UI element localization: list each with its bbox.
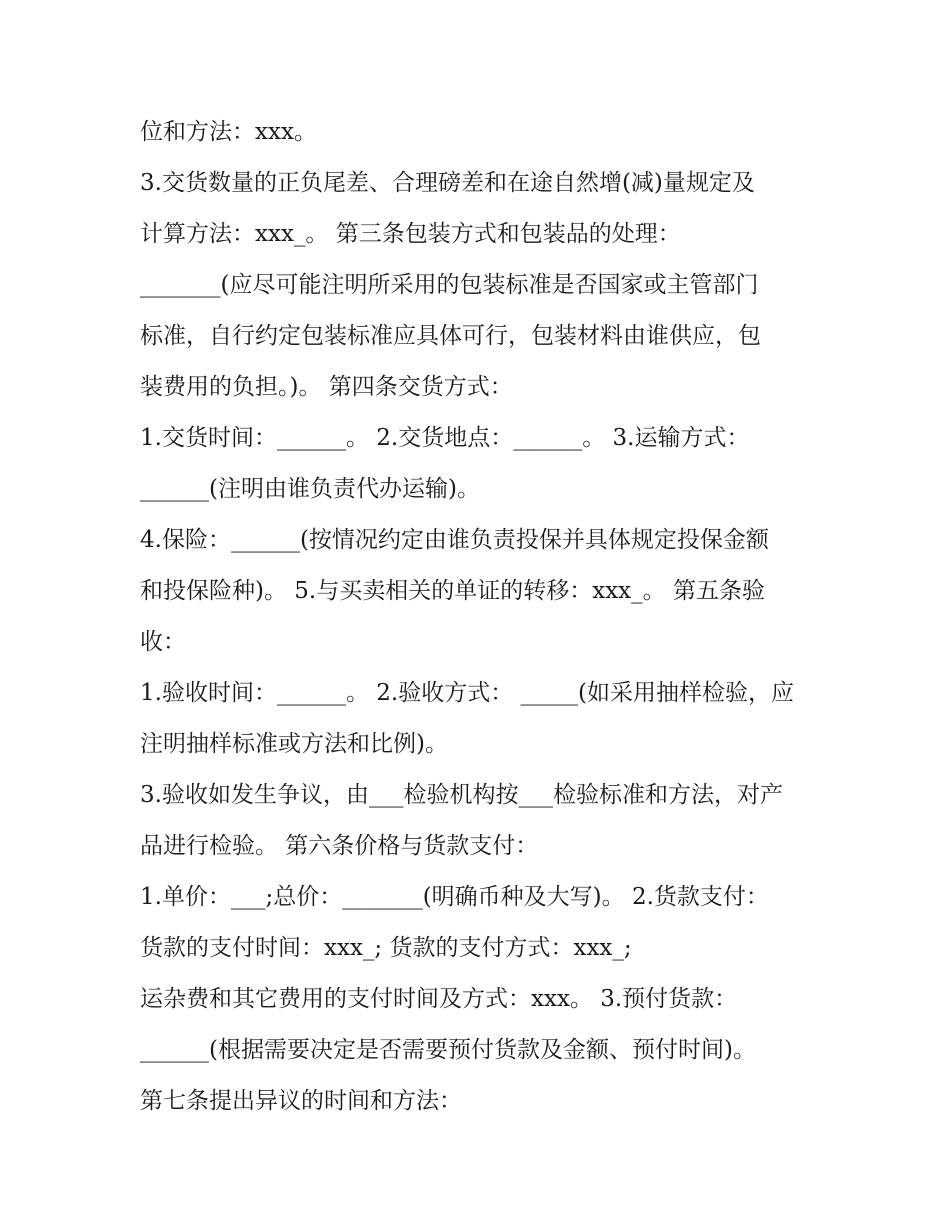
text-line: 标准，自行约定包装标准应具体可行，包装材料由谁供应，包: [140, 323, 761, 349]
text-line: _______(应尽可能注明所采用的包装标准是否国家或主管部门: [140, 272, 759, 298]
text-line: 装费用的负担。)。 第四条交货方式：: [140, 374, 513, 400]
text-line: 收：: [140, 629, 186, 655]
document-body: [140, 107, 820, 1127]
text-line: 计算方法：xxx_。 第三条包装方式和包装品的处理：: [140, 221, 681, 247]
text-line: 1.单价：___;总价：_______(明确币种及大写)。 2.货款支付：: [140, 884, 769, 910]
text-line: 位和方法：xxx。: [140, 119, 317, 145]
text-line: ______(注明由谁负责代办运输)。: [140, 476, 480, 502]
text-line: ______(根据需要决定是否需要预付货款及金额、预付时间)。: [140, 1037, 756, 1063]
text-line: 1.交货时间：______。 2.交货地点：______。 3.运输方式：: [140, 425, 750, 451]
text-line: 3.交货数量的正负尾差、合理磅差和在途自然增(减)量规定及: [140, 170, 755, 196]
text-line: 4.保险：______(按情况约定由谁负责投保并具体规定投保金额: [140, 527, 769, 553]
text-line: 3.验收如发生争议，由___检验机构按___检验标准和方法，对产: [140, 782, 783, 808]
text-line: 1.验收时间：______。 2.验收方式： _____(如采用抽样检验，应: [140, 680, 794, 706]
text-line: 品进行检验。 第六条价格与货款支付：: [140, 833, 539, 859]
text-line: 第七条提出异议的时间和方法：: [140, 1088, 462, 1114]
text-line: 运杂费和其它费用的支付时间及方式：xxx。 3.预付货款：: [140, 986, 738, 1012]
text-line: 货款的支付时间：xxx_; 货款的支付方式：xxx_;: [140, 935, 632, 961]
text-line: 和投保险种)。 5.与买卖相关的单证的转移：xxx_。 第五条验: [140, 578, 765, 604]
text-line: 注明抽样标准或方法和比例)。: [140, 731, 448, 757]
